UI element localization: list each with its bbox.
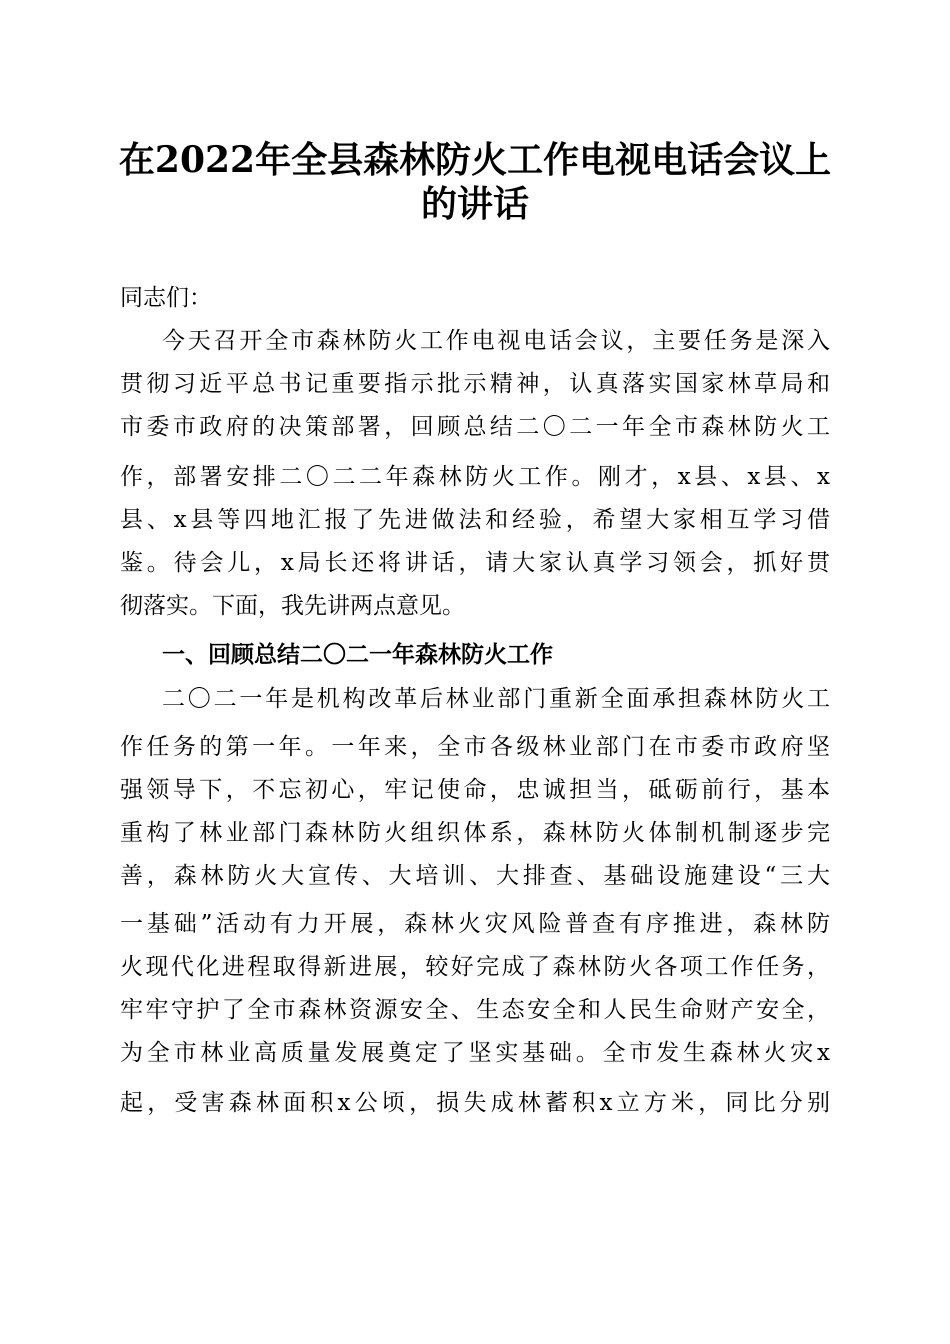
paragraph-2-line-8: 牢牢守护了全市森林资源安全、生态安全和人民生命财产安全， — [120, 997, 830, 1023]
paragraph-2-line-9: 为全市林业高质量发展奠定了坚实基础。全市发生森林火灾x — [120, 1040, 830, 1066]
paragraph-2-line-4: 重构了林业部门森林防火组织体系，森林防火体制机制逐步完 — [120, 820, 830, 846]
title-line-1: 在2022年全县森林防火工作电视电话会议上 — [118, 139, 832, 181]
salutation: 同志们： — [120, 285, 212, 311]
paragraph-2-line-5: 善，森林防火大宣传、大培训、大排查、基础设施建设“三大 — [120, 863, 830, 889]
paragraph-1-line-4: 作，部署安排二〇二二年森林防火工作。刚才，x县、x县、x — [120, 464, 830, 490]
paragraph-2-line-3: 强领导下，不忘初心，牢记使命，忠诚担当，砥砺前行，基本 — [120, 777, 830, 803]
paragraph-1-line-2: 贯彻习近平总书记重要指示批示精神，认真落实国家林草局和 — [120, 371, 830, 397]
paragraph-2-line-6: 一基础”活动有力开展，森林火灾风险普查有序推进，森林防 — [120, 911, 830, 937]
paragraph-2-line-2: 作任务的第一年。一年来，全市各级林业部门在市委市政府坚 — [120, 734, 830, 760]
document-title — [100, 138, 850, 226]
paragraph-1-line-5: 县、x县等四地汇报了先进做法和经验，希望大家相互学习借 — [120, 507, 830, 533]
title-line-2: 的讲话 — [420, 183, 529, 225]
paragraph-1-line-7: 彻落实。下面，我先讲两点意见。 — [120, 593, 465, 619]
section-1-heading: 一、回顾总结二〇二一年森林防火工作 — [162, 642, 553, 668]
paragraph-1-line-1: 今天召开全市森林防火工作电视电话会议，主要任务是深入 — [162, 328, 830, 354]
paragraph-1-line-3: 市委市政府的决策部署，回顾总结二〇二一年全市森林防火工 — [120, 414, 830, 440]
paragraph-2-line-1: 二〇二一年是机构改革后林业部门重新全面承担森林防火工 — [162, 686, 830, 712]
paragraph-1-line-6: 鉴。待会儿，x局长还将讲话，请大家认真学习领会，抓好贯 — [120, 550, 830, 576]
paragraph-2-line-10: 起，受害森林面积x公顷，损失成林蓄积x立方米，同比分别 — [120, 1090, 830, 1116]
paragraph-2-line-7: 火现代化进程取得新进展，较好完成了森林防火各项工作任务， — [120, 954, 830, 980]
